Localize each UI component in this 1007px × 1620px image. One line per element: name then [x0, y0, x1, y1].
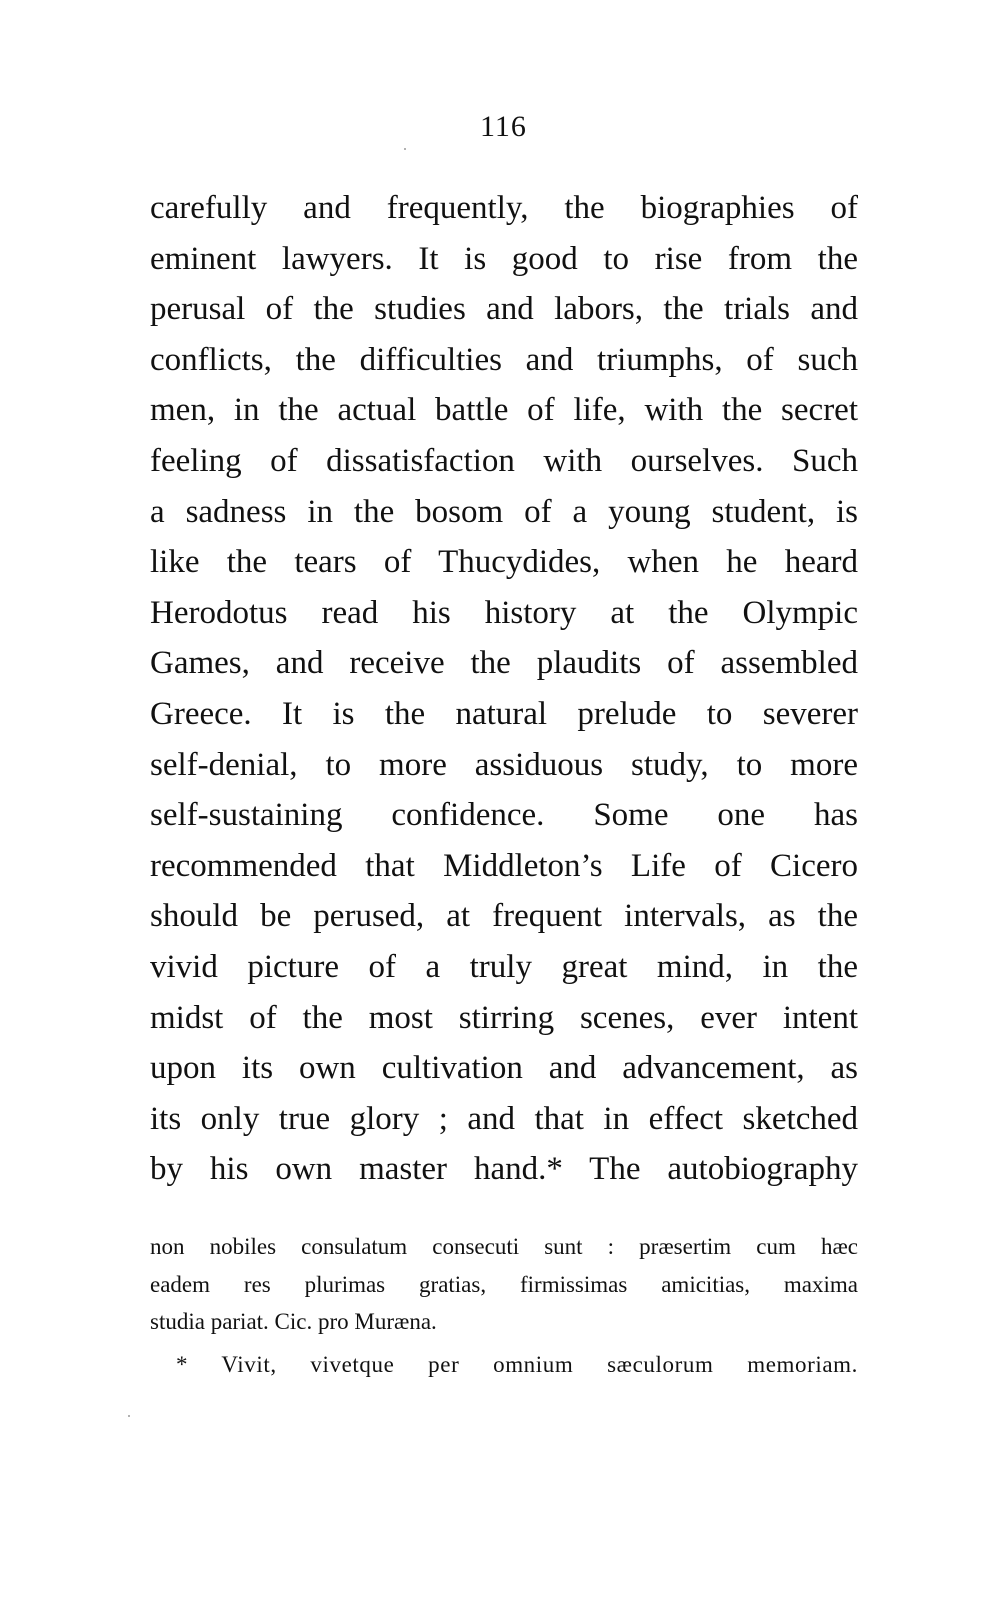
body-line: self-denial, to more assiduous study, to more [150, 746, 858, 783]
print-speck [404, 148, 406, 150]
print-speck [128, 1415, 130, 1417]
body-line: men, in the actual battle of life, with the secret [150, 392, 858, 429]
body-line: like the tears of Thucydides, when he heard [150, 544, 858, 581]
body-line: its only true glory ; and that in effect sketched [150, 1100, 858, 1137]
body-line: vivid picture of a truly great mind, in the [150, 948, 858, 985]
body-line: a sadness in the bosom of a young student, is [150, 493, 858, 530]
body-line: self-sustaining confidence. Some one has [150, 797, 858, 834]
body-line: eminent lawyers. It is good to rise from the [150, 240, 858, 277]
body-line: Greece. It is the natural prelude to severer [150, 695, 858, 732]
body-line: carefully and frequently, the biographies of [150, 190, 858, 226]
body-text [150, 183, 858, 1195]
body-line: conflicts, the difficulties and triumphs, of such [150, 341, 858, 378]
body-line: upon its own cultivation and advancement, as [150, 1050, 858, 1087]
footnote-citation: studia pariat. Cic. pro Muræna. [150, 1309, 437, 1334]
body-line: by his own master hand.* The autobiography [150, 1151, 858, 1188]
footnote-line: eadem res plurimas gratias, firmissimas amicitias, maxima [150, 1271, 858, 1297]
body-line: recommended that Middleton’s Life of Cicero [150, 847, 858, 884]
body-line: Games, and receive the plaudits of assembled [150, 645, 858, 682]
footnote-line: non nobiles consulatum consecuti sunt : præsertim cum hæc [150, 1234, 858, 1259]
body-line: midst of the most stirring scenes, ever intent [150, 999, 858, 1036]
body-line: Herodotus read his history at the Olympic [150, 594, 858, 631]
body-line: should be perused, at frequent intervals, as the [150, 898, 858, 935]
body-line: perusal of the studies and labors, the trials and [150, 291, 858, 328]
page-number: 116 [480, 110, 527, 143]
body-line: feeling of dissatisfaction with ourselves. Such [150, 442, 858, 479]
footnotes [150, 1228, 858, 1383]
footnote-asterisk: * Vivit, vivetque per omnium sæculorum memoriam. [176, 1351, 858, 1377]
